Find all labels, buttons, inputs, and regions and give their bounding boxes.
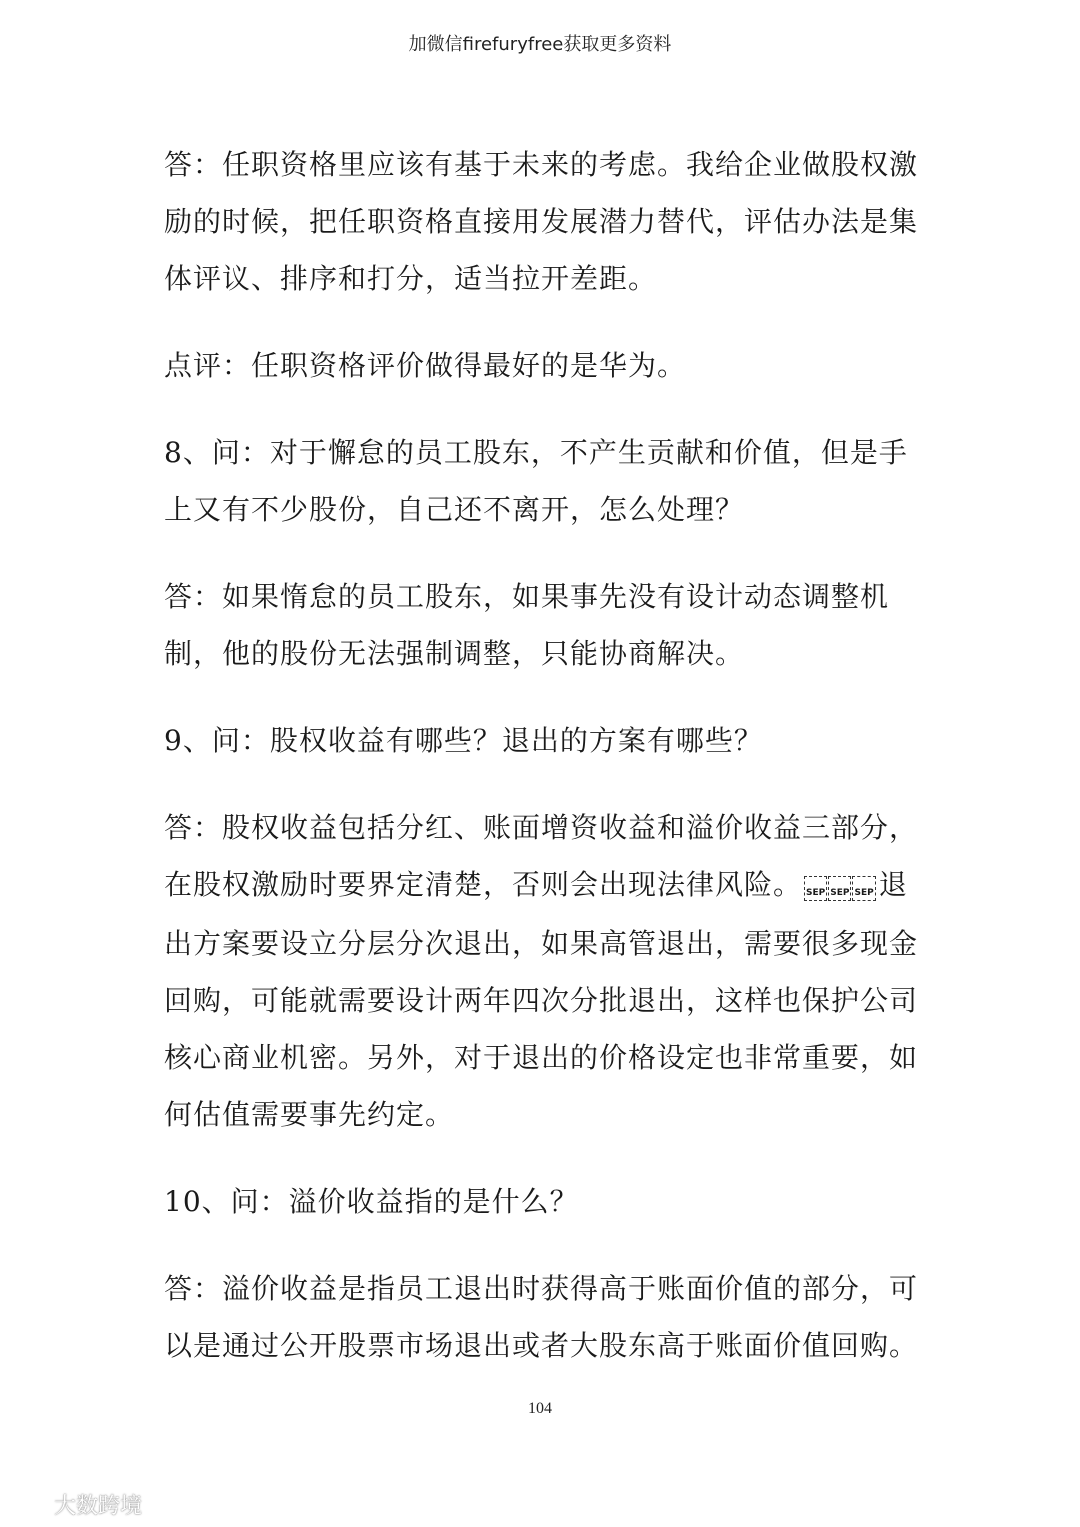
answer-9-text-before: 答：股权收益包括分红、账面增资收益和溢价收益三部分，在股权激励时要界定清楚，否则会出现法律风险。 [164,811,919,901]
sep-mark: SEP [804,876,827,901]
page-number: 104 [528,1400,552,1417]
watermark [10,1490,142,1518]
paragraph-question-10: 10、问：溢价收益指的是什么？ [164,1185,579,1218]
paragraph-comment: 点评：任职资格评价做得最好的是华为。 [164,349,687,382]
watermark-text: 大数跨境 [54,1493,143,1519]
sep-mark: SEP [852,876,875,901]
page-header: 加微信firefuryfree获取更多资料 [408,34,672,55]
paragraph-question-9: 9、问：股权收益有哪些？退出的方案有哪些？ [164,724,763,757]
sep-marks [804,858,877,915]
paragraph-answer-qualification: 答：任职资格里应该有基于未来的考虑。我给企业做股权激励的时候，把任职资格直接用发展潜力替代，评估办法是集体评议、排序和打分，适当拉开差距。 [164,148,919,295]
paragraph-answer-10: 答：溢价收益是指员工退出时获得高于账面价值的部分，可以是通过公开股票市场退出或者大股东高于账面价值回购。 [164,1272,919,1362]
sep-mark: SEP [828,876,851,901]
answer-9-text-after: 退出方案要设立分层分次退出，如果高管退出，需要很多现金回购，可能就需要设计两年四次分批退出，这样也保护公司核心商业机密。另外，对于退出的价格设定也非常重要，如何估值需要事先约定。 [164,868,919,1131]
paragraph-answer-8: 答：如果惰怠的员工股东，如果事先没有设计动态调整机制，他的股份无法强制调整，只能协商解决。 [164,580,890,670]
paragraph-question-8: 8、问：对于懈怠的员工股东，不产生贡献和价值，但是手上又有不少股份，自己还不离开，怎么处理？ [164,436,908,526]
paragraph-answer-9 [164,799,924,1143]
document-body [164,136,924,1404]
weibo-logo-icon [10,1491,50,1517]
